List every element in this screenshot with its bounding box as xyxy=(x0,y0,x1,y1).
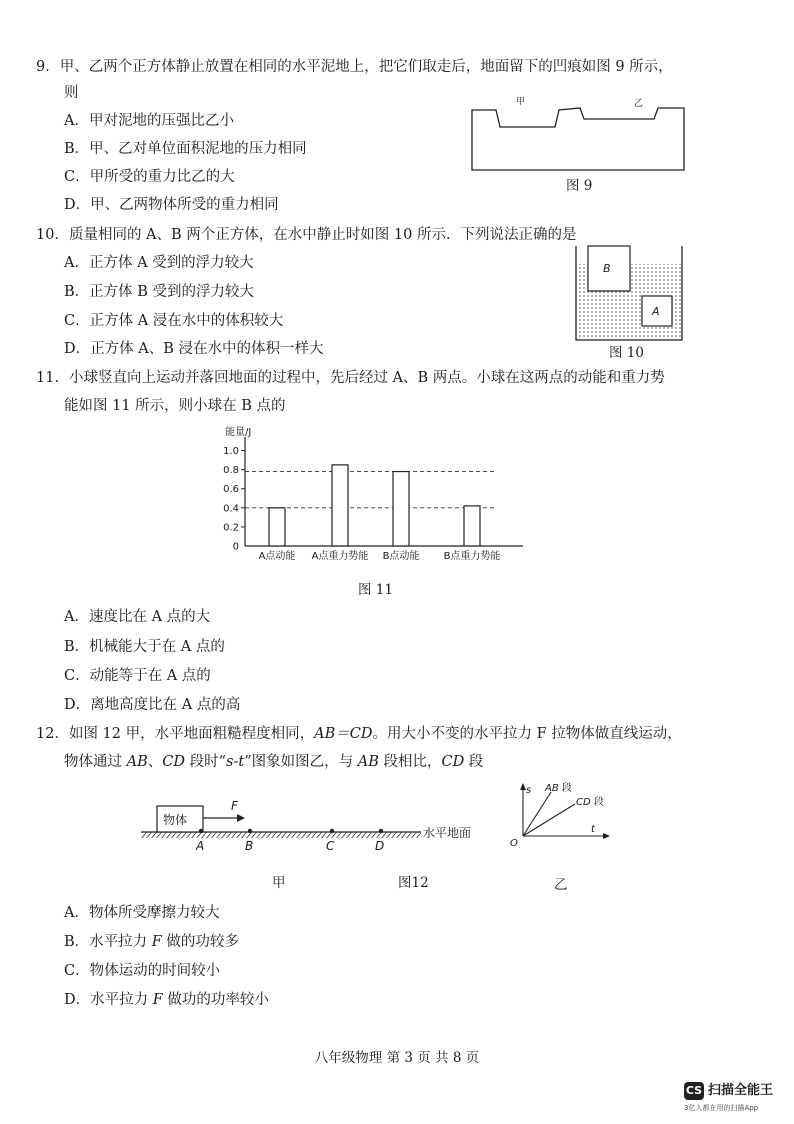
fig12-point-d: D xyxy=(375,839,385,853)
q11-option-d: D．离地高度比在 A 点的高 xyxy=(64,697,241,713)
opt-text: B．水平拉力 xyxy=(64,934,152,950)
q12-seg-cd: CD xyxy=(441,754,465,770)
q9-stem: 9．甲、乙两个正方体静止放置在相同的水平泥地上，把它们取走后，地面留下的凹痕如图 9 所示， xyxy=(36,59,673,75)
fig12-point-b: B xyxy=(245,839,254,853)
chart-category-label: A点重力势能 xyxy=(311,551,369,562)
q10-option-b: B．正方体 B 受到的浮力较大 xyxy=(64,284,255,300)
q9-stem-cont: 则 xyxy=(64,85,79,101)
q12-stem-b: 。用大小不变的水平拉力 F 拉物体做直线运动， xyxy=(372,726,682,742)
q12-stem-cont xyxy=(64,753,483,771)
fig12-ground-hatch xyxy=(141,832,421,838)
q12-option-b xyxy=(64,933,239,951)
yi-ab-seg: 段 xyxy=(561,783,572,794)
figure-9 xyxy=(462,90,692,172)
opt-text: C．物体运动的时间较小 xyxy=(64,963,221,979)
chart-bar-1 xyxy=(269,508,285,546)
q12-stem xyxy=(36,725,682,743)
chart-category-label: B点动能 xyxy=(382,551,420,562)
yi-cd-text xyxy=(576,796,604,808)
yi-t-label: t xyxy=(591,824,595,835)
chart-ytick-label: 0 xyxy=(232,541,239,553)
q12-text: 段 xyxy=(464,754,484,770)
fig12-ground-label: 水平地面 xyxy=(423,826,472,840)
q10-option-d: D．正方体 A、B 浸在水中的体积一样大 xyxy=(64,341,324,357)
yi-cd-seg: 段 xyxy=(593,797,604,808)
chart-ytick-label: 0.2 xyxy=(223,522,239,534)
q12-stem-a: 12．如图 12 甲，水平地面粗糙程度相同， xyxy=(36,726,315,742)
fig11-caption: 图 11 xyxy=(358,582,393,598)
fig12-point-d-dot xyxy=(379,829,383,833)
q9-option-b: B．甲、乙对单位面积泥地的压力相同 xyxy=(64,141,307,157)
yi-ab-text xyxy=(544,782,572,794)
q12-option-c xyxy=(64,962,220,980)
scanner-watermark xyxy=(684,1082,784,1116)
fig12-caption-jia: 甲 xyxy=(272,875,286,891)
chart-bar-4 xyxy=(464,506,480,546)
chart-category-label: A点动能 xyxy=(258,551,296,562)
scanner-logo-icon: CS xyxy=(684,1082,704,1100)
opt-var: F xyxy=(151,934,162,950)
fig10-label-b: B xyxy=(603,262,611,275)
opt-text: D．水平拉力 xyxy=(64,992,153,1008)
yi-o-label: O xyxy=(510,838,518,849)
q10-option-a: A．正方体 A 受到的浮力较大 xyxy=(64,255,254,271)
fig9-caption: 图 9 xyxy=(566,178,593,194)
fig9-label-jia: 甲 xyxy=(516,97,526,107)
q12-option-d xyxy=(64,991,269,1009)
q9-option-d: D．甲、乙两物体所受的重力相同 xyxy=(64,197,279,213)
fig12-caption: 图12 xyxy=(398,875,429,891)
yi-cd-label: CD xyxy=(576,797,591,808)
q11-option-b: B．机械能大于在 A 点的 xyxy=(64,639,225,655)
yi-line-cd xyxy=(523,804,575,836)
yi-line-ab xyxy=(523,792,551,836)
page-footer: 八年级物理 第 3 页 共 8 页 xyxy=(314,1050,480,1066)
fig12-force-label: F xyxy=(231,799,238,813)
chart-bar-2 xyxy=(332,465,348,546)
chart-ytick-label: 1.0 xyxy=(223,446,239,458)
q9-option-a: A．甲对泥地的压强比乙小 xyxy=(64,113,234,129)
q12-text: 物体通过 xyxy=(64,754,127,770)
opt-var: F xyxy=(152,992,163,1008)
fig12-point-a: A xyxy=(196,839,205,853)
q11-option-a: A．速度比在 A 点的大 xyxy=(64,609,211,625)
figure-10 xyxy=(570,242,690,342)
figure-11-energy-chart xyxy=(205,423,535,565)
yi-t-arrowhead xyxy=(603,833,610,839)
q10-option-c: C．正方体 A 浸在水中的体积较大 xyxy=(64,313,284,329)
fig12-object-label: 物体 xyxy=(163,813,188,827)
q12-text: 段时“ xyxy=(184,754,227,770)
q11-stem: 11．小球竖直向上运动并落回地面的过程中，先后经过 A、B 两点。小球在这两点的动能和重力势 xyxy=(36,370,665,386)
yi-ab-label: AB xyxy=(545,783,559,794)
fig12-point-a-dot xyxy=(199,829,203,833)
q11-option-c: C．动能等于在 A 点的 xyxy=(64,668,211,684)
opt-text: A．物体所受摩擦力较大 xyxy=(64,905,220,921)
opt-text: 做的功较多 xyxy=(161,934,239,950)
q12-text: ”图象如图乙，与 xyxy=(244,754,358,770)
chart-bar-3 xyxy=(393,472,409,546)
fig12-point-b-dot xyxy=(248,829,252,833)
q12-text: 段相比， xyxy=(378,754,442,770)
q12-st: s-t xyxy=(226,754,245,770)
q9-option-c: C．甲所受的重力比乙的大 xyxy=(64,169,235,185)
fig12-force-arrowhead xyxy=(237,814,245,822)
chart-ylabel: 能量/J xyxy=(225,427,252,438)
chart-ytick-label: 0.6 xyxy=(223,484,239,496)
q12-text: 、 xyxy=(147,754,163,770)
q12-stem-eq: AB＝CD xyxy=(314,726,373,742)
figure-12-jia xyxy=(125,798,510,858)
fig9-label-yi: 乙 xyxy=(634,99,644,109)
fig10-caption: 图 10 xyxy=(609,345,644,361)
q10-stem: 10．质量相同的 A、B 两个正方体，在水中静止时如图 10 所示．下列说法正确的是 xyxy=(36,227,577,243)
fig12-point-c-dot xyxy=(330,829,334,833)
q12-option-a xyxy=(64,904,219,922)
fig10-label-a: A xyxy=(652,305,660,318)
q12-seg-ab: AB xyxy=(126,754,148,770)
scanner-tagline: 3亿人都在用的扫描App xyxy=(684,1104,759,1112)
chart-category-label: B点重力势能 xyxy=(443,551,501,562)
scanner-name: 扫描全能王 xyxy=(708,1083,774,1098)
fig12-point-c: C xyxy=(326,839,335,853)
opt-text: 做功的功率较小 xyxy=(162,992,269,1008)
chart-ytick-label: 0.8 xyxy=(223,465,239,477)
yi-s-label: s xyxy=(526,785,532,796)
fig12-caption-yi: 乙 xyxy=(554,877,568,893)
q12-seg-ab: AB xyxy=(357,754,379,770)
figure-12-yi xyxy=(505,778,625,850)
chart-ytick-label: 0.4 xyxy=(223,503,239,515)
fig9-mud-outline xyxy=(472,108,684,170)
q12-seg-cd: CD xyxy=(162,754,185,770)
q11-stem-cont: 能如图 11 所示，则小球在 B 点的 xyxy=(64,398,286,414)
